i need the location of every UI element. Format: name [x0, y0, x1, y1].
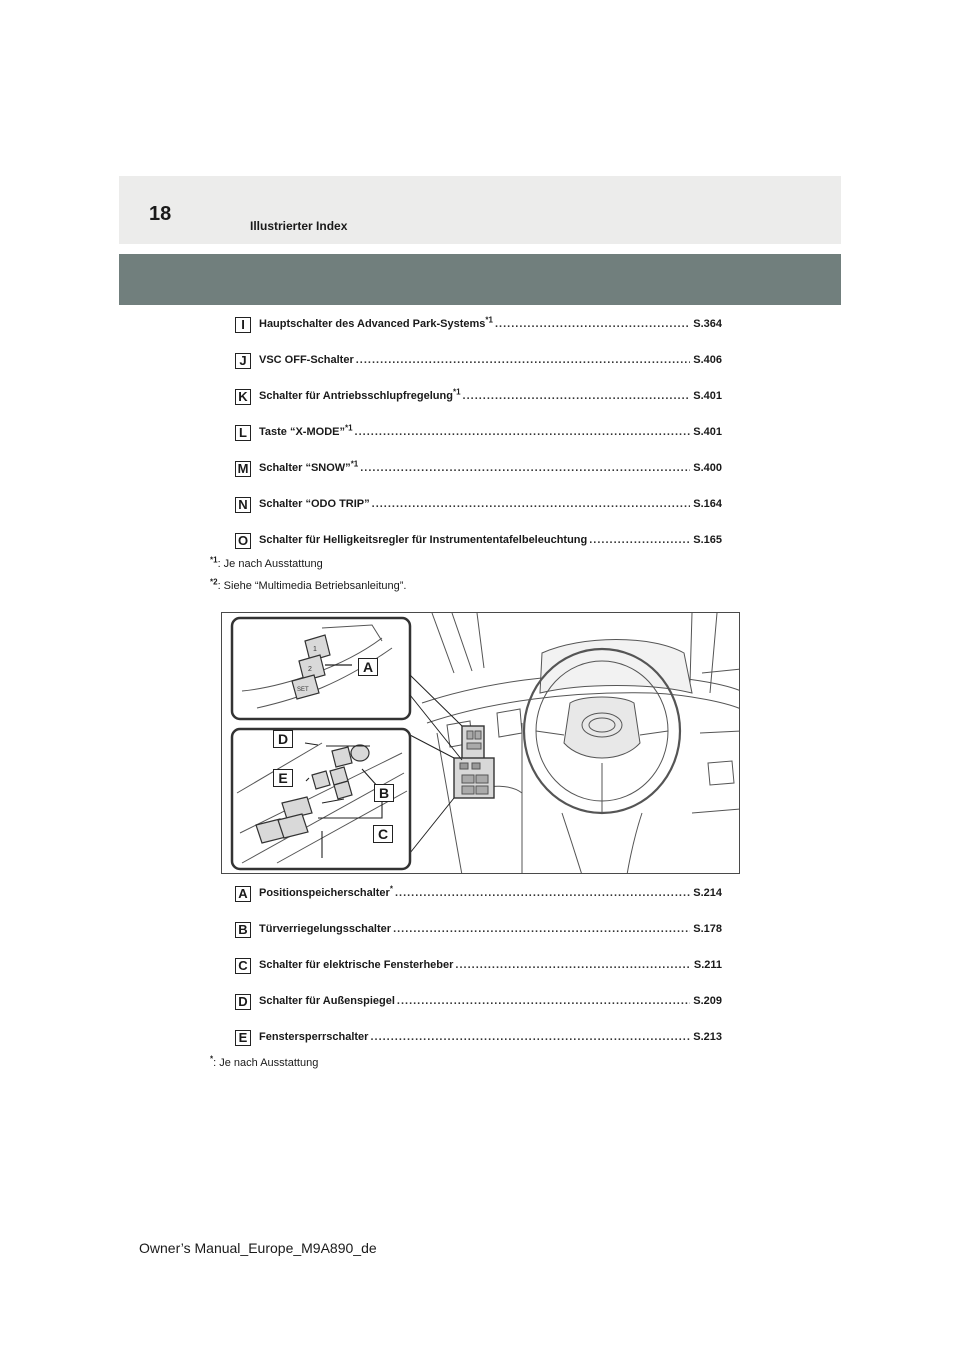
entry-label: Schalter für elektrische Fensterheber [259, 959, 454, 971]
callout-c: C [373, 825, 393, 843]
entry-letter: D [235, 994, 251, 1010]
entry-page-ref[interactable]: S.178 [693, 923, 722, 935]
entry-letter: L [235, 425, 251, 441]
callout-a: A [358, 658, 378, 676]
entry-label: Schalter für Helligkeitsregler für Instrumententafelbeleuchtung [259, 534, 588, 546]
index-entry-b[interactable] [235, 922, 722, 940]
footnote [210, 1054, 319, 1069]
section-title: Illustrierter Index [250, 219, 348, 233]
memory-button-1-label: 1 [313, 646, 317, 653]
entry-label: Schalter für Außenspiegel [259, 995, 395, 1007]
memory-button-set-label: SET [297, 687, 309, 693]
index-entry-n[interactable] [235, 497, 722, 515]
page-header [119, 176, 841, 244]
index-entry-e[interactable] [235, 1030, 722, 1048]
entry-page-ref[interactable]: S.400 [693, 462, 722, 474]
index-entry-k[interactable] [235, 389, 722, 407]
page-number: 18 [149, 203, 172, 225]
entry-label: Fenstersperrschalter [259, 1031, 369, 1043]
entry-letter: B [235, 922, 251, 938]
footnote [210, 555, 323, 570]
entry-page-ref[interactable]: S.401 [693, 390, 722, 402]
index-entry-m[interactable] [235, 461, 722, 479]
footnote-text: : Siehe “Multimedia Betriebsanleitung”. [217, 580, 407, 592]
entry-label: Hauptschalter des Advanced Park-Systems [259, 318, 486, 330]
entry-letter: M [235, 461, 251, 477]
index-entry-a[interactable] [235, 886, 722, 904]
entry-page-ref[interactable]: S.165 [693, 534, 722, 546]
dashboard-drawing [222, 613, 740, 874]
entry-label: VSC OFF-Schalter [259, 354, 354, 366]
entry-letter: C [235, 958, 251, 974]
index-entry-j[interactable] [235, 353, 722, 371]
callout-b: B [374, 784, 394, 802]
entry-page-ref[interactable]: S.406 [693, 354, 722, 366]
entry-sup: * [389, 884, 393, 894]
footnote-mark: *2 [210, 577, 218, 587]
callout-e: E [273, 769, 293, 787]
entry-page-ref[interactable]: S.164 [693, 498, 722, 510]
entry-label: Schalter “ODO TRIP” [259, 498, 370, 510]
entry-label: Positionspeicherschalter [259, 887, 390, 899]
footer-text: Owner’s Manual_Europe_M9A890_de [139, 1240, 377, 1256]
entry-sup: *1 [344, 423, 353, 433]
entry-page-ref[interactable]: S.364 [693, 318, 722, 330]
entry-letter: I [235, 317, 251, 333]
index-entry-d[interactable] [235, 994, 722, 1012]
footnote-mark: * [210, 1054, 214, 1064]
entry-sup: *1 [350, 459, 359, 469]
entry-page-ref[interactable]: S.214 [693, 887, 722, 899]
entry-page-ref[interactable]: S.209 [693, 995, 722, 1007]
footnote-text: : Je nach Ausstattung [217, 558, 323, 570]
header-band [119, 254, 841, 305]
entry-label: Türverriegelungsschalter [259, 923, 392, 935]
index-entry-l[interactable] [235, 425, 722, 443]
dashboard-illustration [221, 612, 740, 874]
entry-sup: *1 [452, 387, 461, 397]
entry-letter: E [235, 1030, 251, 1046]
footnote [210, 577, 407, 592]
memory-button-2-label: 2 [308, 666, 312, 673]
entry-letter: K [235, 389, 251, 405]
entry-label: Schalter “SNOW” [259, 462, 351, 474]
entry-label: Taste “X-MODE” [259, 426, 345, 438]
callout-d: D [273, 730, 293, 748]
entry-page-ref[interactable]: S.401 [693, 426, 722, 438]
index-entry-o[interactable] [235, 533, 722, 551]
footnote-text: : Je nach Ausstattung [213, 1057, 319, 1069]
entry-letter: O [235, 533, 251, 549]
entry-letter: J [235, 353, 251, 369]
entry-sup: *1 [485, 315, 493, 325]
entry-label: Schalter für Antriebsschlupfregelung [259, 390, 453, 402]
index-entry-i[interactable] [235, 317, 722, 335]
footnote-mark: *1 [210, 555, 218, 565]
entry-letter: N [235, 497, 251, 513]
index-entry-c[interactable] [235, 958, 722, 976]
entry-page-ref[interactable]: S.211 [693, 959, 722, 971]
entry-page-ref[interactable]: S.213 [693, 1031, 722, 1043]
entry-letter: A [235, 886, 251, 902]
